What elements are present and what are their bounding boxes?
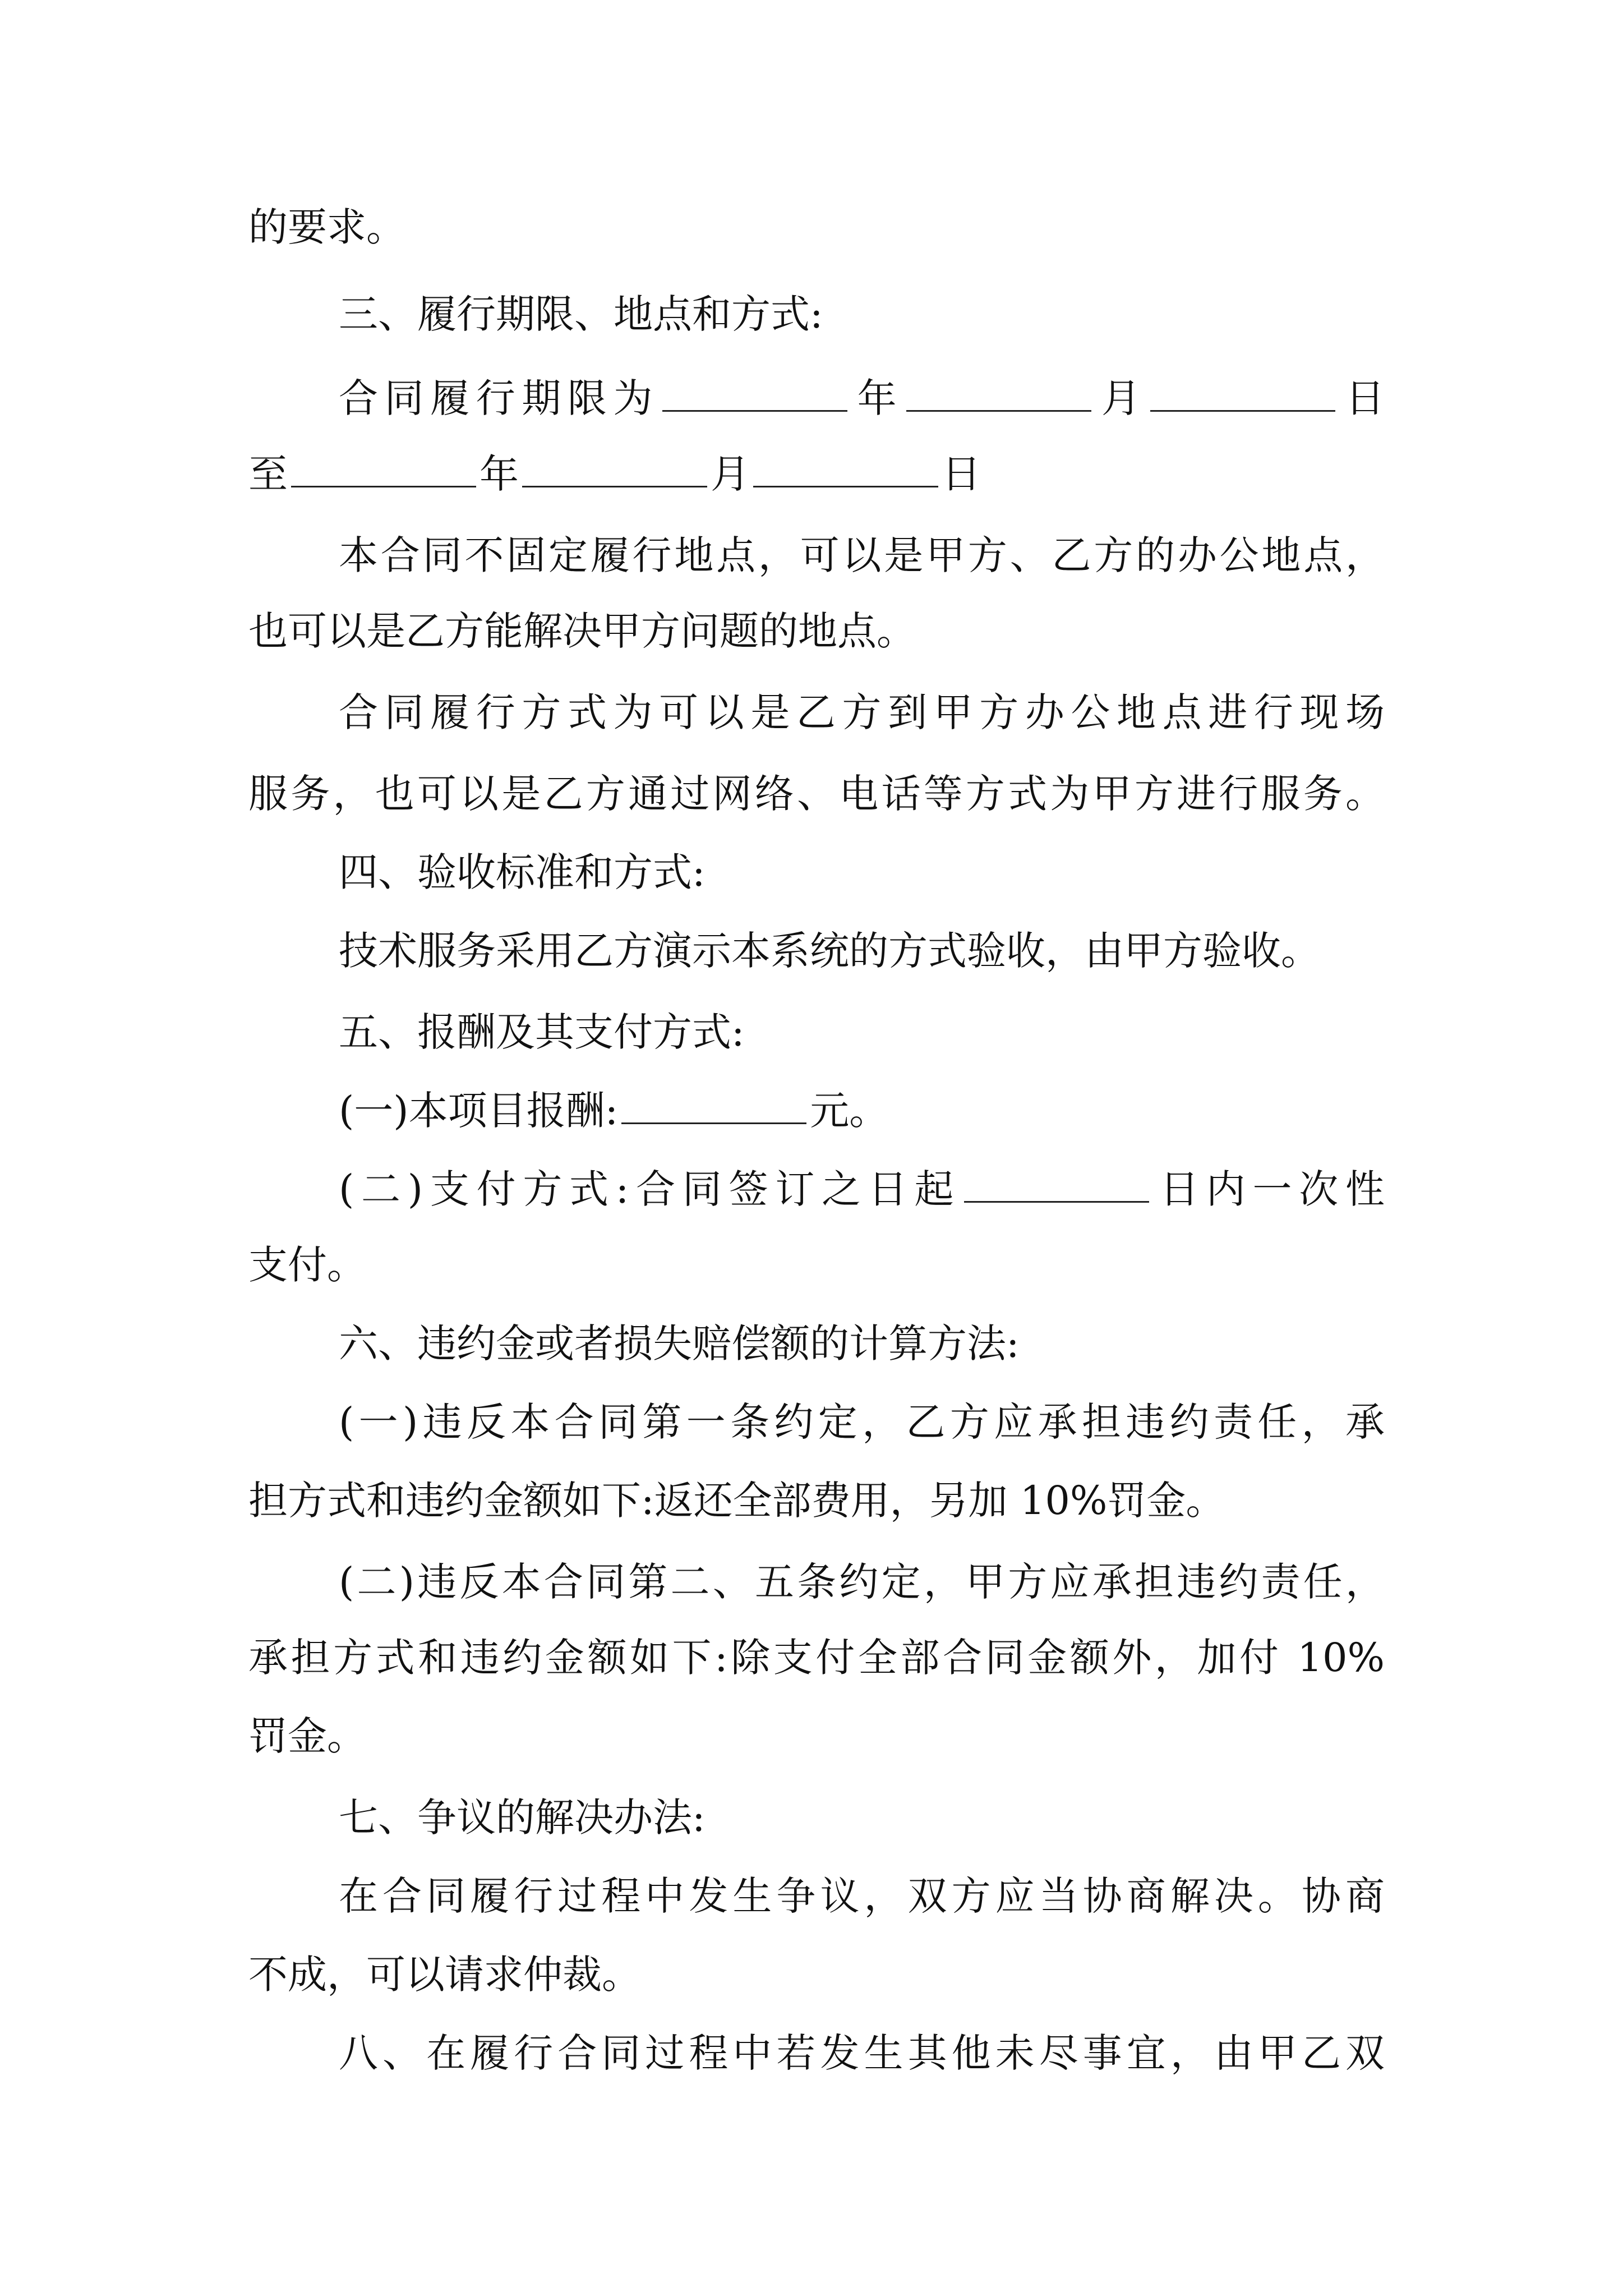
line-text: 日内一次性 <box>1152 1166 1385 1212</box>
line-text: 七、争议的解决办法: <box>339 1795 706 1841</box>
line-text: 月 <box>711 451 750 497</box>
section-heading-8 <box>339 2025 1385 2081</box>
line-text: 六、违约金或者损失赔偿额的计算方法: <box>339 1320 1020 1366</box>
line-text: 不成，可以请求仲裁。 <box>248 1952 641 1998</box>
line-text: 的要求。 <box>248 204 405 250</box>
text-line <box>248 766 1385 822</box>
line-text: 合同履行方式为可以是乙方到甲方办公地点进行现场 <box>339 689 1385 735</box>
line-text: (一)本项目报酬: <box>339 1088 619 1134</box>
line-text: 五、报酬及其支付方式: <box>339 1009 745 1055</box>
text-line <box>248 1630 1385 1686</box>
blank-end-year <box>291 451 476 487</box>
text-line <box>248 1237 1385 1293</box>
line-text: 四、验收标准和方式: <box>339 849 706 895</box>
blank-start-day <box>1150 375 1335 412</box>
term-period-end-line <box>248 446 1385 502</box>
line-text: 年 <box>851 375 903 421</box>
blank-remuneration-amount <box>621 1088 806 1124</box>
line-text: (二)违反本合同第二、五条约定，甲方应承担违约责任， <box>339 1559 1385 1605</box>
line-text: 元。 <box>810 1088 889 1134</box>
text-line <box>248 199 1385 255</box>
text-line <box>339 527 1385 583</box>
line-text: 服务，也可以是乙方通过网络、电话等方式为甲方进行服务。 <box>248 771 1385 817</box>
text-line <box>248 1947 1385 2003</box>
text-line <box>339 1554 1385 1610</box>
line-text: 在合同履行过程中发生争议，双方应当协商解决。协商 <box>339 1873 1385 1919</box>
blank-end-month <box>522 451 707 487</box>
blank-start-month <box>906 375 1091 412</box>
line-text: 也可以是乙方能解决甲方问题的地点。 <box>248 608 916 654</box>
section-heading-5 <box>339 1004 1385 1060</box>
line-text: 合同履行期限为 <box>339 375 660 421</box>
section-heading-4 <box>339 844 1385 900</box>
blank-end-day <box>753 451 938 487</box>
line-text: 至 <box>248 451 288 497</box>
line-text: 承担方式和违约金额如下:除支付全部合同金额外，加付 10% <box>248 1635 1385 1681</box>
line-text: 支付。 <box>248 1242 366 1288</box>
section-heading-6 <box>339 1315 1385 1372</box>
line-text: 八、在履行合同过程中若发生其他未尽事宜，由甲乙双 <box>339 2030 1385 2076</box>
line-text: 担方式和违约金额如下:返还全部费用，另加 10%罚金。 <box>248 1478 1225 1524</box>
text-line <box>339 1868 1385 1924</box>
line-text: 日 <box>1339 375 1385 421</box>
blank-start-year <box>662 375 847 412</box>
text-line <box>248 603 1385 659</box>
blank-payment-days <box>964 1166 1149 1203</box>
payment-method-line <box>339 1161 1385 1217</box>
line-text: 三、履行期限、地点和方式: <box>339 291 823 337</box>
line-text: 本合同不固定履行地点，可以是甲方、乙方的办公地点， <box>339 532 1385 578</box>
text-line <box>248 1473 1385 1529</box>
line-text: 日 <box>942 451 981 497</box>
section-heading-3 <box>339 286 1385 342</box>
section-heading-7 <box>339 1789 1385 1846</box>
line-text: 月 <box>1095 375 1147 421</box>
remuneration-line <box>339 1083 1385 1139</box>
text-line <box>248 1708 1385 1764</box>
line-text: (二)支付方式:合同签订之日起 <box>339 1166 961 1212</box>
term-period-line <box>339 370 1385 426</box>
text-line <box>339 684 1385 740</box>
line-text: (一)违反本合同第一条约定，乙方应承担违约责任，承 <box>339 1399 1385 1445</box>
line-text: 技术服务采用乙方演示本系统的方式验收，由甲方验收。 <box>339 928 1320 974</box>
line-text: 罚金。 <box>248 1713 366 1759</box>
text-line <box>339 1394 1385 1450</box>
text-line <box>339 923 1385 979</box>
line-text: 年 <box>479 451 519 497</box>
